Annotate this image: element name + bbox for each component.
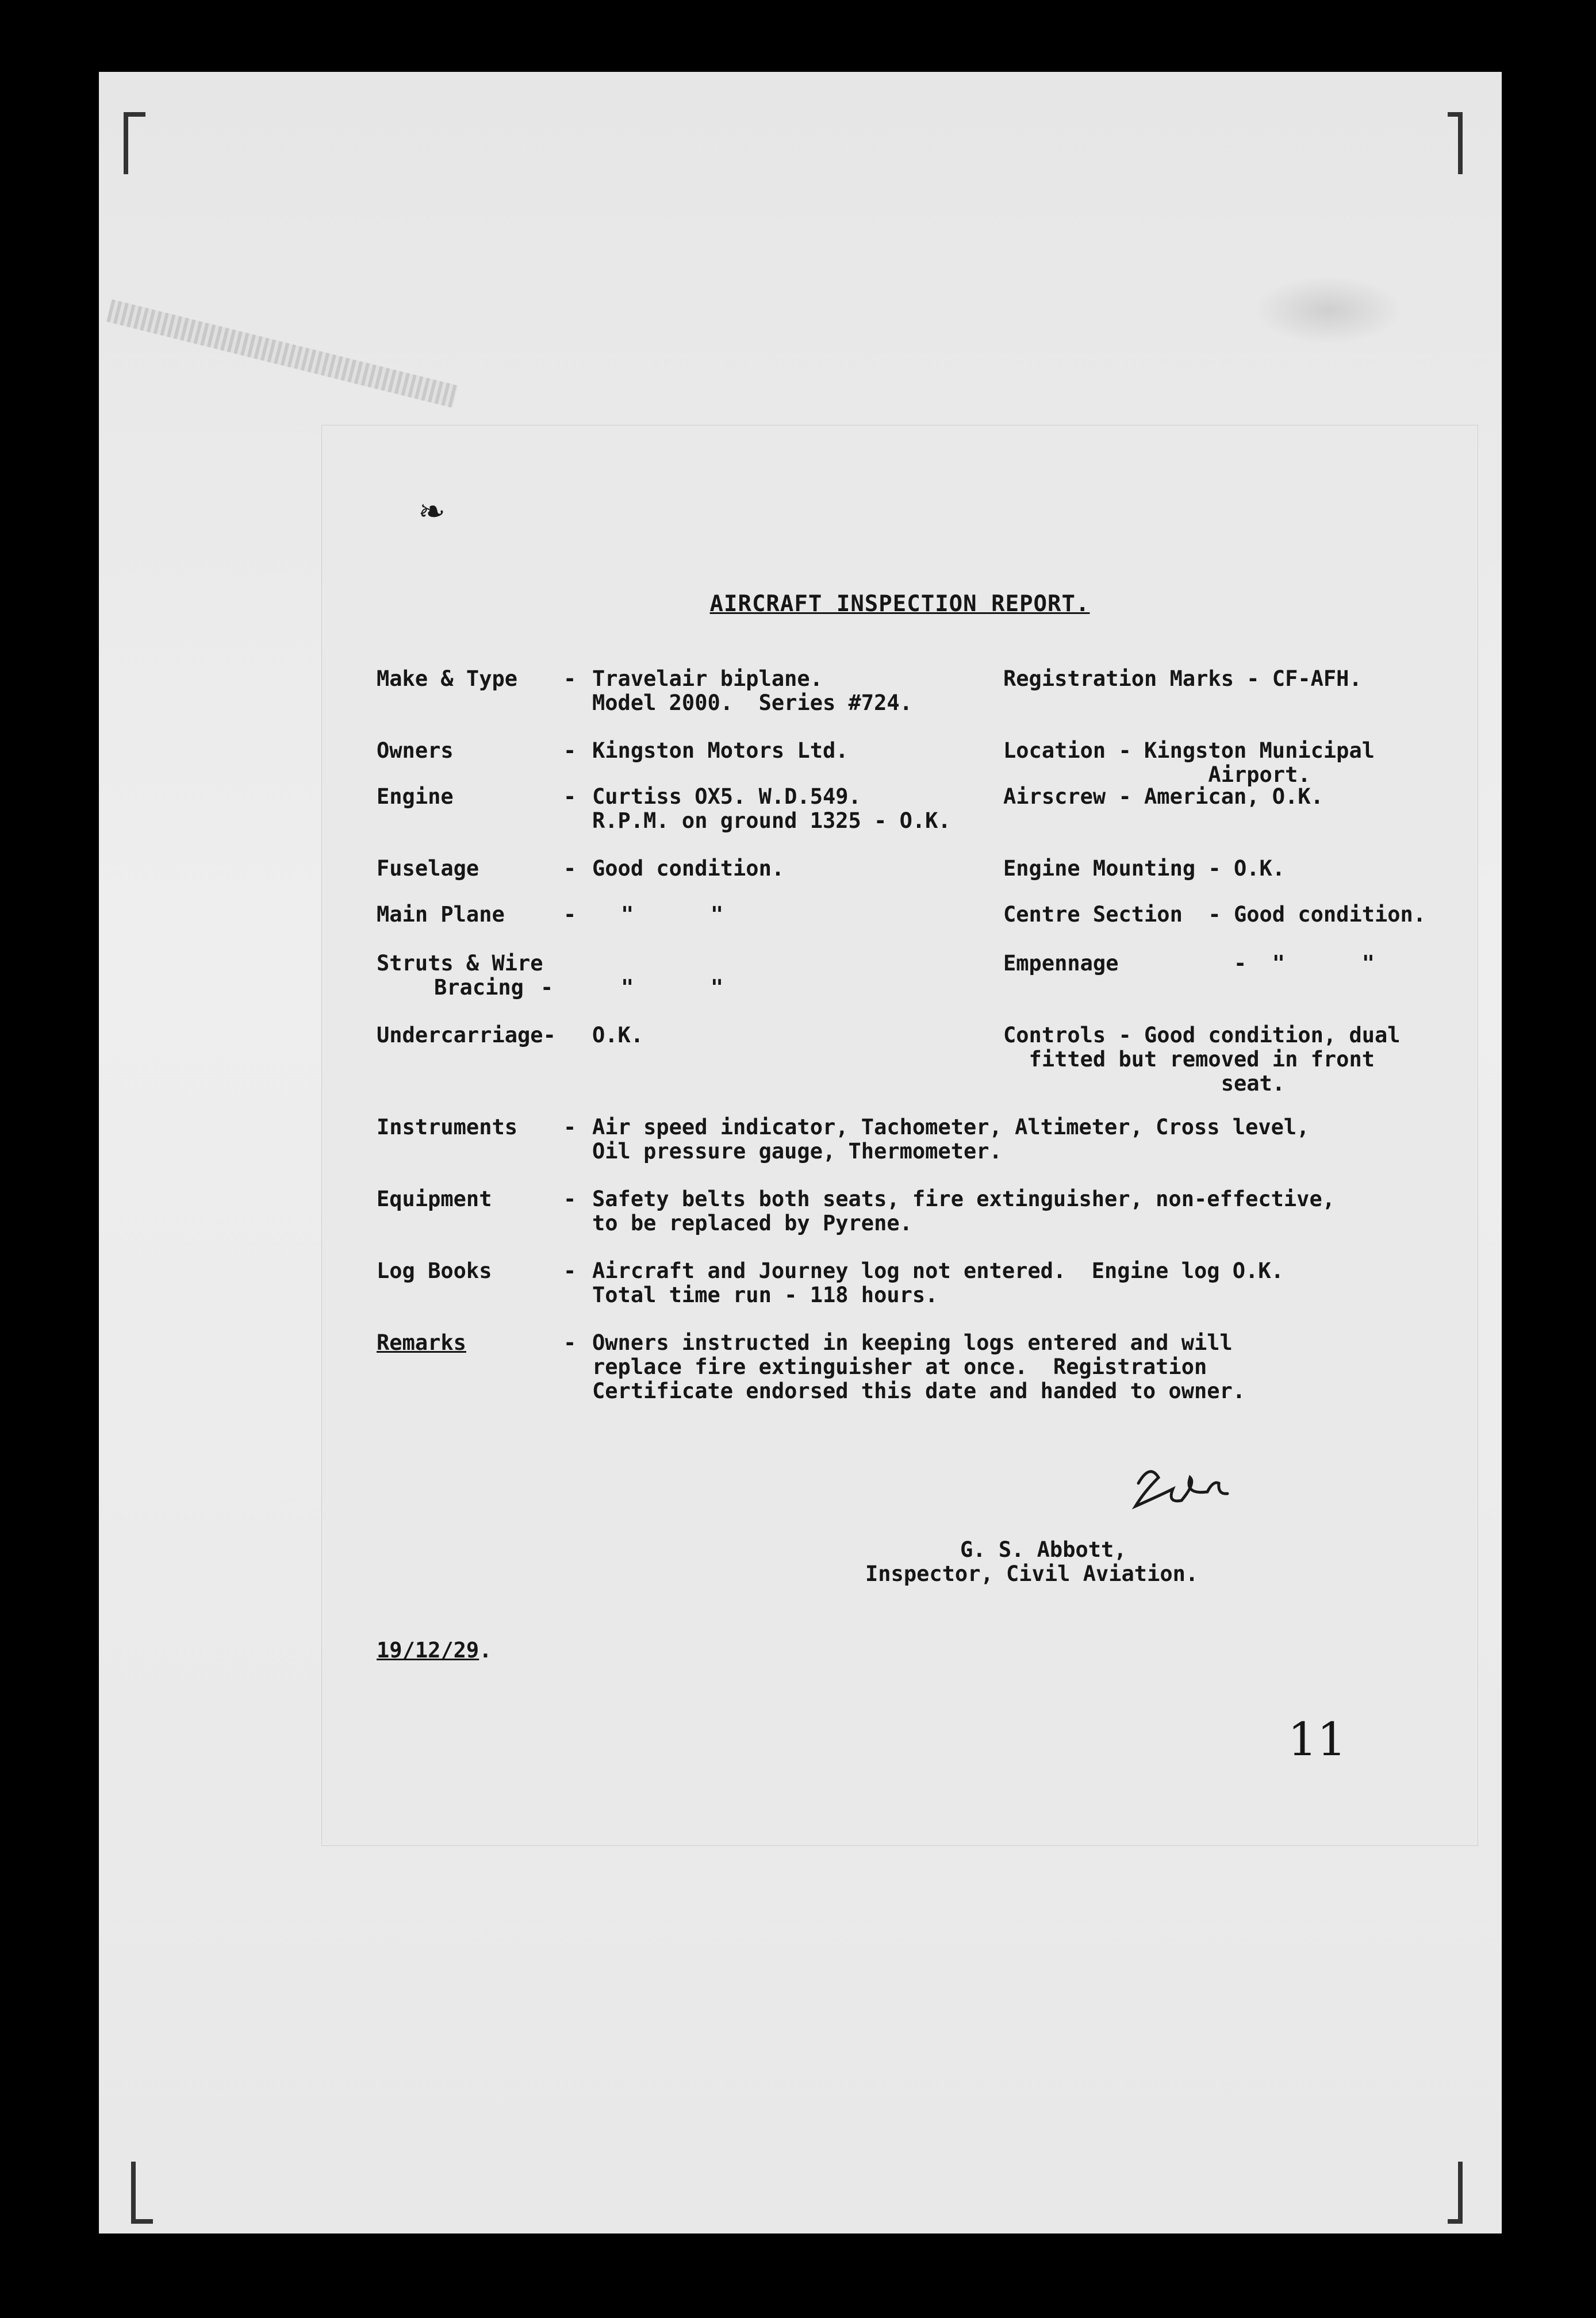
field-sep: - [563,1187,577,1211]
field-empennage: Empennage - " " [1003,951,1375,976]
field-value-instruments-line1: Air speed indicator, Tachometer, Altimeter, Cross level, [592,1115,1310,1139]
crop-mark-top-right [1448,112,1463,174]
field-sep: - [563,1258,577,1283]
report-title: AIRCRAFT INSPECTION REPORT. [709,591,1090,617]
field-controls-line1: Controls - Good condition, dual [1003,1023,1401,1047]
field-registration-marks: Registration Marks - CF-AFH. [1003,666,1362,691]
field-value-make-type-line1: Travelair biplane. [592,666,823,691]
field-sep: - [563,784,577,809]
field-sep: - [563,1330,577,1355]
field-sep: - [563,666,577,691]
field-label-instruments: Instruments [377,1115,518,1139]
field-value-struts: " " [621,975,724,1000]
handwritten-signature [1127,1460,1253,1518]
field-label-bracing: Bracing [434,975,524,1000]
field-controls-line2: fitted but removed in front [1003,1047,1375,1072]
field-value-undercarriage: O.K. [592,1023,644,1047]
field-value-log-books-line1: Aircraft and Journey log not entered. Engine log O.K. [592,1258,1284,1283]
field-location-line2: Airport. [1003,762,1311,787]
crop-mark-bottom-left [131,2162,153,2224]
field-label-remarks: Remarks [377,1330,466,1355]
field-label-log-books: Log Books [377,1258,492,1283]
field-value-remarks-line3: Certificate endorsed this date and handed to owner. [592,1379,1246,1403]
stain-mark [1253,276,1403,345]
field-value-equipment-line1: Safety belts both seats, fire extinguisher, non-effective, [592,1187,1336,1211]
signer-title: Inspector, Civil Aviation. [865,1561,1199,1586]
field-controls-line3: seat. [1003,1071,1286,1096]
field-value-log-books-line2: Total time run - 118 hours. [592,1283,938,1307]
field-value-engine-line1: Curtiss OX5. W.D.549. [592,784,861,809]
field-label-main-plane: Main Plane [377,902,505,927]
field-label-struts-wire: Struts & Wire [377,951,543,976]
report-date-value: 19/12/29 [377,1638,479,1663]
field-sep: - [563,902,577,927]
field-value-remarks-line1: Owners instructed in keeping logs entered and will [592,1330,1233,1355]
signer-name: G. S. Abbott, [960,1537,1127,1562]
field-value-remarks-line2: replace fire extinguisher at once. Registration [592,1354,1207,1379]
field-label-engine: Engine [377,784,454,809]
field-location-line1: Location - Kingston Municipal [1003,738,1375,763]
field-sep: - [563,738,577,763]
field-value-owners: Kingston Motors Ltd. [592,738,849,763]
field-value-instruments-line2: Oil pressure gauge, Thermometer. [592,1139,1002,1164]
field-label-undercarriage: Undercarriage- [377,1023,556,1047]
field-sep: - [563,856,577,881]
field-centre-section: Centre Section - Good condition. [1003,902,1426,927]
ink-mark-icon: ❧ [420,486,444,533]
field-sep: - [540,975,554,1000]
field-label-equipment: Equipment [377,1187,492,1211]
field-value-main-plane: " " [621,902,724,927]
field-engine-mounting: Engine Mounting - O.K. [1003,856,1286,881]
field-label-make-type: Make & Type [377,666,518,691]
field-label-fuselage: Fuselage [377,856,479,881]
report-date-suffix: . [479,1638,492,1663]
inspection-report-page [322,425,1478,1845]
field-value-engine-line2: R.P.M. on ground 1325 - O.K. [592,808,951,833]
report-date [377,1638,492,1663]
field-sep: - [563,1115,577,1139]
field-label-owners: Owners [377,738,454,763]
field-value-equipment-line2: to be replaced by Pyrene. [592,1211,912,1235]
crop-mark-bottom-right [1448,2162,1463,2224]
field-value-make-type-line2: Model 2000. Series #724. [592,690,912,715]
crop-mark-top-left [124,112,145,174]
field-value-fuselage: Good condition. [592,856,785,881]
field-airscrew: Airscrew - American, O.K. [1003,784,1323,809]
page-number: 11 [1288,1713,1346,1766]
